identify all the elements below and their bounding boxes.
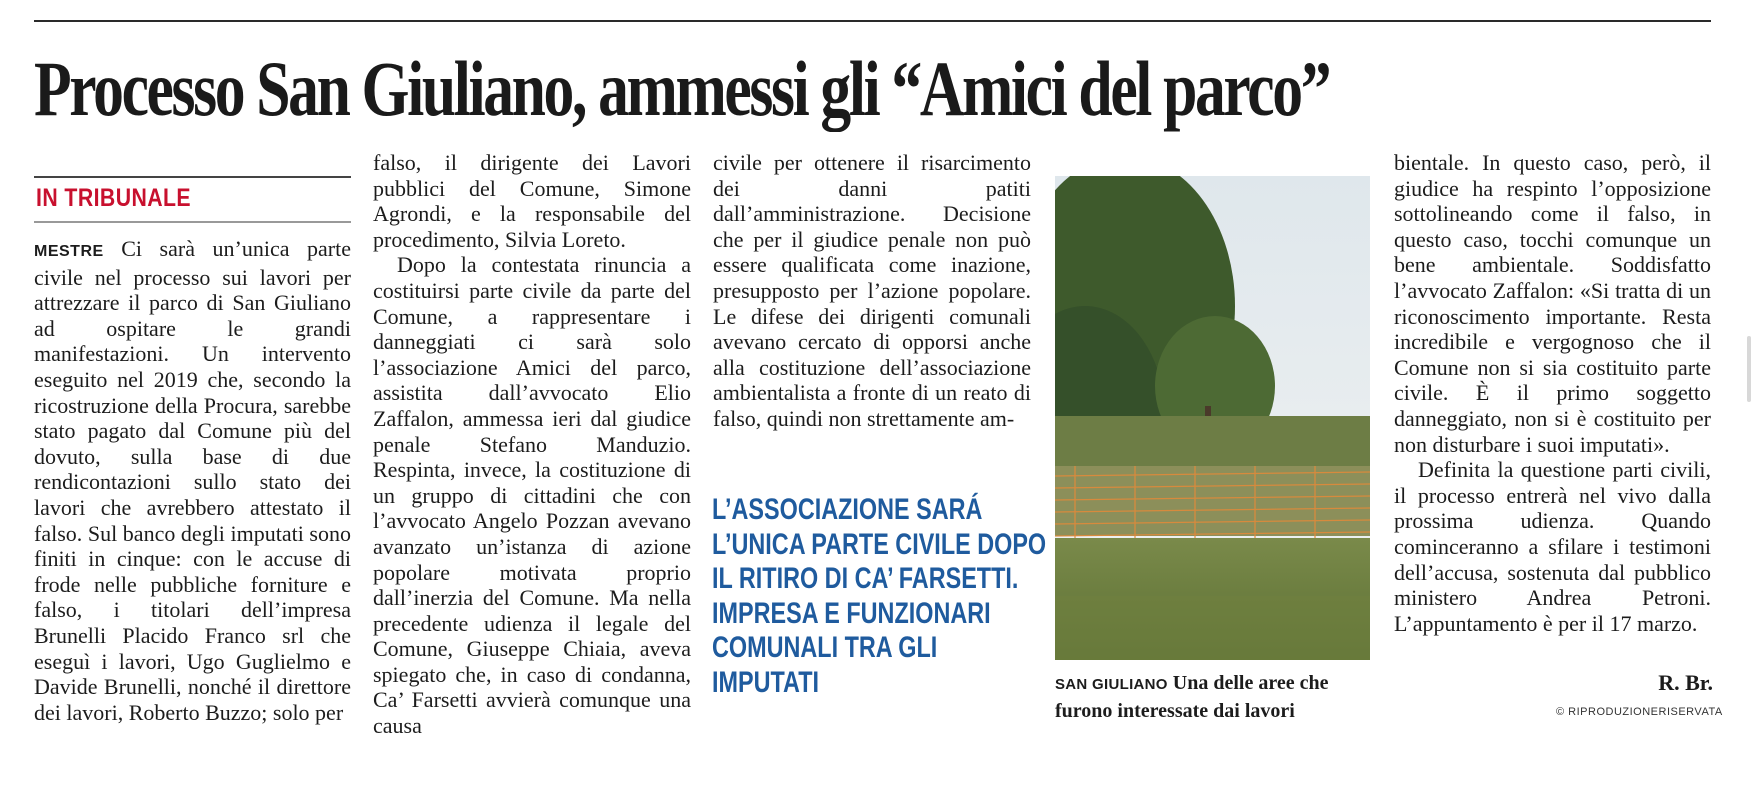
- caption-text: Una delle aree che furono interessate dai lavori: [1055, 672, 1329, 722]
- column-2-paragraph-2: Dopo la contestata rinuncia a costituirsi parte civile da parte del Comune, a rappresentare i danneggiati ci sarà solo l’associazione Amici del parco, assistita dall’avvocato Elio Zaffalon, ammessa ieri dal giudice penale Stefano Manduzio. Respinta, invece, la costituzione di un gruppo di cittadini che con l’avvocato Angelo Pozzan avevano avanzato un’istanza di azione popolare motivata proprio dall’inerzia del Comune. Ma nella precedente udienza il legale del Comune, Giuseppe Chiaia, aveva spiegato che, in caso di condanna, Ca’ Farsetti avvierà comunque una causa: [373, 252, 691, 739]
- article-column-4: [1394, 150, 1711, 636]
- column-4-paragraph-2: Definita la questione parti civili, il processo entrerà nel vivo dalla prossima udienza. Quando cominceranno a sfilare i testimoni dell’accusa, sostenuta dal pubblico ministero Andrea Petroni. L’appuntamento è per il 17 marzo.: [1394, 457, 1711, 636]
- column-3-text: civile per ottenere il risarcimento dei danni patiti dall’amministrazione. Decisione che per il giudice penale non può essere qualificata come inazione, presupposto per l’azione popolare. Le difese dei dirigenti comunali avevano cercato di opporsi anche alla costituzione dell’associazione ambientalista a fronte di un reato di falso, quindi non strettamente am-: [713, 150, 1031, 431]
- dateline: MESTRE: [34, 243, 104, 260]
- column-1-text: Ci sarà un’unica parte civile nel processo sui lavori per attrezzare il parco di San Giuliano ad ospitare le grandi manifestazioni. Un intervento eseguito nel 2019 che, secondo la ricostruzione della Procura, sarebbe stato pagato dal Comune più del dovuto, sulla base di due rendicontazioni sullo stato dei lavori che avrebbero attestato il falso. Sul banco degli imputati sono finiti in cinque: con le accuse di frode nelle pubbliche forniture e falso, i titolari dell’impresa Brunelli Placido Franco srl che eseguì i lavori, Ugo Guglielmo e Davide Brunelli, nonché il direttore dei lavori, Roberto Buzzo; solo per: [34, 236, 351, 725]
- headline: Processo San Giuliano, ammessi gli “Amici del parco”: [34, 45, 1330, 132]
- article-column-1: [34, 236, 351, 725]
- caption-label: SAN GIULIANO: [1055, 676, 1168, 693]
- photo-caption: [1055, 670, 1385, 725]
- scroll-handle[interactable]: [1747, 336, 1751, 402]
- section-kicker: IN TRIBUNALE: [36, 184, 192, 212]
- column-2-paragraph-1: falso, il dirigente dei Lavori pubblici del Comune, Simone Agrondi, e la responsabile del procedimento, Silvia Loreto.: [373, 150, 691, 252]
- article-column-2: [373, 150, 691, 739]
- article-column-3: [713, 150, 1031, 432]
- kicker-top-rule: [34, 176, 351, 178]
- park-photo-image: [1055, 176, 1370, 660]
- column-4-paragraph-1: bientale. In questo caso, però, il giudice ha respinto l’opposizione sottolineando come il falso, in questo caso, tocchi comunque un bene ambientale. Soddisfatto l’avvocato Zaffalon: «Si tratta di un riconoscimento importante. Resta incredibile e vergognoso che il Comune non si sia costituito parte civile. È il primo soggetto danneggiato, non si è costituito per non disturbare i suoi imputati».: [1394, 150, 1711, 457]
- pull-quote: L’ASSOCIAZIONE SARÁ L’UNICA PARTE CIVILE DOPO IL RITIRO DI CA’ FARSETTI. IMPRESA E FUNZIONARI COMUNALI TRA GLI IMPUTATI: [712, 493, 1047, 699]
- article-photo: [1055, 176, 1370, 660]
- kicker-bottom-rule: [34, 221, 351, 223]
- copyright-notice: © RIPRODUZIONERISERVATA: [1556, 706, 1723, 718]
- top-rule: [34, 20, 1711, 22]
- author-signature: R. Br.: [1658, 670, 1713, 695]
